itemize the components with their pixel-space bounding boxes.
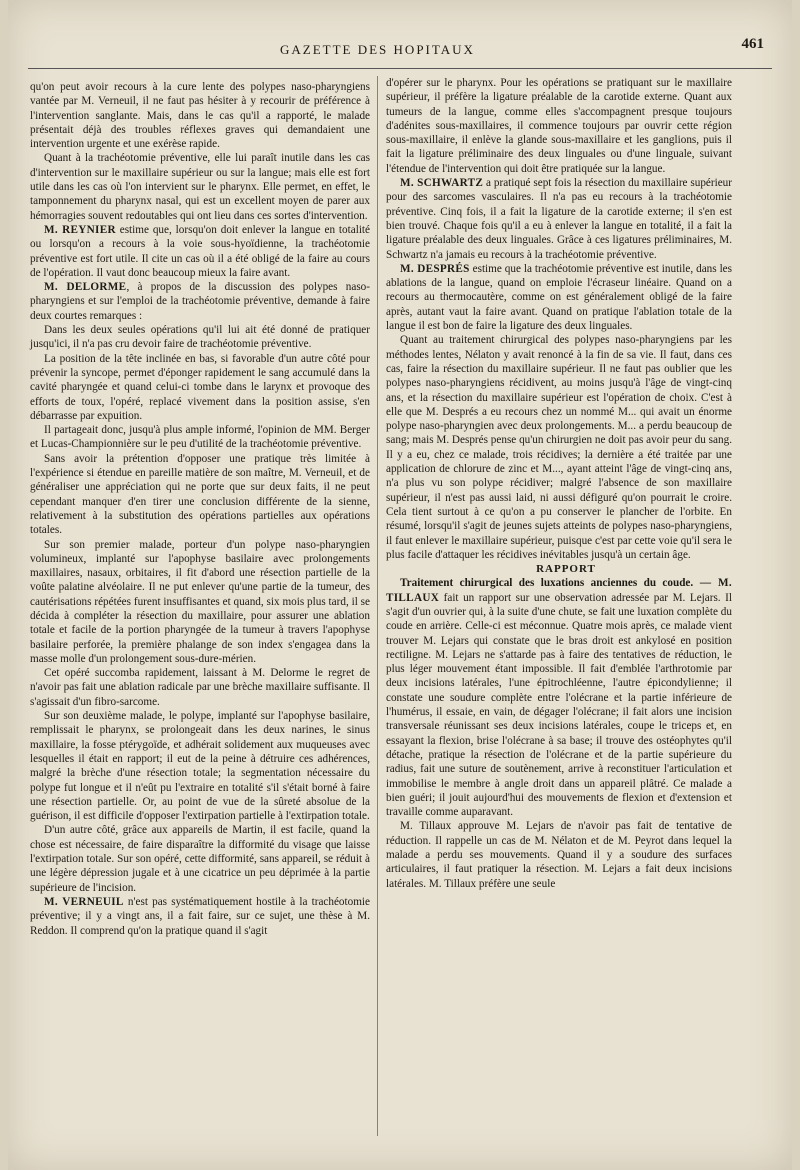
paragraph [30, 223, 370, 280]
paragraph [30, 452, 370, 538]
paragraph-text: Sur son premier malade, porteur d'un polype naso-pharyngien volumineux, implanté sur l'apophyse basilaire avec prolongements maxillaires, nasaux, orbitaires, il fit d'abord une résection partielle de la voûte palatine alvéolaire. Il ne put enlever qu'une partie de la tumeur, des cautérisations répétées furent insuffisantes et quand, six mois plus tard, il se décida à compléter la résection du maxillaire, pour assurer une ablation totale et facile de la portion pharyngée de la tumeur à travers l'apophyse basilaire perforée, la première phalange de son index s'engagea dans la masse molle d'un prolongement sous-dure-mérien. [30, 538, 370, 665]
paragraph [386, 76, 732, 176]
page-number: 461 [741, 36, 764, 52]
speaker-name: M. VERNEUIL [44, 895, 124, 908]
paragraph [386, 262, 732, 333]
paragraph [30, 666, 370, 709]
running-title: GAZETTE DES HOPITAUX [280, 42, 475, 57]
paragraph-text: Il partageait donc, jusqu'à plus ample informé, l'opinion de MM. Berger et Lucas-Championnière sur le peu d'utilité de la trachéotomie préventive. [30, 424, 370, 451]
paragraph [30, 823, 370, 894]
paragraph-text: Sans avoir la prétention d'opposer une pratique très limitée à l'expérience si étendue en pareille matière de son maître, M. Verneuil, et de généraliser une appréciation qui ne porte que sur deux faits, il ne peut cependant manquer d'en tirer une conclusion différente de la sienne, relativement à la substitution des opérations partielles aux opérations totales. [30, 452, 370, 537]
paragraph-text: d'opérer sur le pharynx. Pour les opérations se pratiquant sur le maxillaire supérieur, il préfère la ligature préalable de la carotide externe. Quant aux tumeurs de la langue, comme elles s'accompagnent presque toujours d'adénites sous-maxillaires, il commence toujours par ouvrir cette région sous-maxillaire, il enlève la glande sous-maxillaire et les ganglions, puis il fait la ligature préliminaire des deux linguales ou d'une linguale, suivant l'étendue de l'intervention qui doit être pratiquée sur la langue. [386, 77, 732, 175]
speaker-name: M. DESPRÉS [400, 262, 470, 275]
paragraph [386, 819, 732, 890]
left-column [30, 80, 370, 938]
paragraph [386, 576, 732, 819]
paragraph-text: estime que la trachéotomie préventive est inutile, dans les ablations de la langue, quand on emploie l'écraseur linéaire. Quand on a recours au thermocautère, comme on est généralement obligé de la faire après, autant vaut la faire avant. Quand on pratique l'ablation totale de la langue il est bon de faire la ligature des deux linguales. [386, 262, 732, 333]
paragraph-text: , à propos de la discussion des polypes naso-pharyngiens et sur l'emploi de la trachéotomie préventive, demande à faire deux courtes remarques : [30, 281, 370, 322]
speaker-name: — M. TILLAUX [386, 577, 733, 604]
paragraph-text: fait un rapport sur une observation adressée par M. Lejars. Il s'agit d'un ouvrier qui, à la suite d'une chute, se fait une luxation complète du coude en arrière. Celle-ci est méconnue. Quatre mois après, ce malade vient trouver M. Lejars qui constate que le bras droit est ankylosé en position rectiligne. M. Lejars ne s'attarde pas à faire des tentatives de réduction, le plus léger mouvement étant impossible. Il fait d'emblée l'arthrotomie par deux incisions latérales, l'une épitrochléenne, l'autre épicondylienne; il constate une soudure complète entre l'olécrane et la partie inférieure de l'humérus, il essaie, en vain, de dégager l'olécrane; il fait alors une incision transversale réunissant ses deux incisions latérales, coupe le triceps et, en essayant la flexion, brise l'olécrane à sa base; il trouve des ostéophytes qu'il détache, pratique la résection de l'olécrane et de la partie supérieure du radius, fait une suture de soutènement, arrive à reconstituer l'articulation et immobilise le membre à angle droit dans un appareil plâtré. Ce malade a bien guéri; il jouit aujourd'hui des mouvements de flexion et d'extension et travaille comme auparavant. [386, 591, 732, 819]
paragraph [30, 895, 370, 938]
paragraph [30, 709, 370, 823]
paragraph-text: Cet opéré succomba rapidement, laissant à M. Delorme le regret de n'avoir pas fait une ablation radicale par une brèche maxillaire suffisante. Il s'agissait d'un fibro-sarcome. [30, 667, 370, 708]
column-divider [377, 76, 378, 1136]
paragraph [386, 333, 732, 562]
speaker-name: M. DELORME [44, 281, 127, 294]
paragraph [30, 538, 370, 667]
report-section [386, 576, 732, 891]
paragraph-text: La position de la tête inclinée en bas, si favorable d'un autre côté pour prévenir la syncope, permet d'éponger rapidement le sang accumulé dans la cavité pharyngée et quand celui-ci tombe dans le larynx et provoque des efforts de toux, l'opéré, replacé vivement dans la position assise, s'en débarrasse par expuition. [30, 352, 370, 422]
page-header [8, 36, 792, 66]
paragraph-text: Quant à la trachéotomie préventive, elle lui paraît inutile dans les cas d'intervention sur le maxillaire supérieur ou sur la langue; mais elle est fort utile dans les cas où l'on intervient sur le pharynx. Elle permet, en effet, le tamponnement du pharynx nasal, qui est un excellent moyen de parer aux hémorragies souvent redoutables qui ont lieu dans ces sortes d'intervention. [30, 152, 370, 222]
paragraph-text: Quant au traitement chirurgical des polypes naso-pharyngiens par les méthodes lentes, Nélaton y avait renoncé à la fin de sa vie. Il faut, dans ces cas, faire la résection du maxillaire supérieur. Il ne faut pas oublier que les polypes naso-pharyngiens récidivent, au moins jusqu'à l'âge de vingt-cinq ans, et la résection du maxillaire supérieur est l'opération de choix. C'est à elle que M. Després a eu recours chez un nommé M... qui avait un énorme polype naso-pharyngien avec deux prolongements. M... a perdu beaucoup de sang; mais M. Després pense qu'un chirurgien ne doit pas avoir peur du sang. Il y a eu, chez ce malade, trois récidives; la dernière a été traitée par une application de chlorure de zinc et M..., ayant atteint l'âge de vingt-cinq ans, n'a plus vu son polype récidiver; malgré l'absence de son maxillaire supérieur, il n'est pas aussi laid, ni aussi défiguré qu'on pourrait le croire. Cela tient surtout à ce qu'on a pu conserver le plancher de l'orbite. En résumé, lorsqu'il s'agit de jeunes sujets atteints de polypes naso-pharyngiens, il faut enlever le maxillaire supérieur, puisque c'est par cette voie qu'il sera le plus facile d'attaquer les récidives inévitables jusqu'à un certain âge. [386, 334, 732, 561]
right-column [386, 76, 732, 891]
paragraph-text: Sur son deuxième malade, le polype, implanté sur l'apophyse basilaire, remplissait le pharynx, se prolongeait dans les deux narines, le sinus maxillaire, la fosse ptérygoïde, et adhérait solidement aux muqueuses avec lesquelles il était en rapport; il eut de la peine à détruire ces adhérences, malgré la brèche d'une résection totale; la segmentation nécessaire du polype fut longue et il n'eût pu l'extraire en totalité s'il s'était borné à faire une résection partielle. Or, au point de vue de la sûreté absolue de la guérison, il est difficile d'opposer l'extirpation partielle à l'extirpation totale. [30, 710, 370, 823]
right-column-paragraphs [386, 76, 732, 562]
paragraph [30, 352, 370, 423]
newspaper-page [8, 0, 792, 1170]
paragraph [30, 80, 370, 151]
paragraph [30, 151, 370, 222]
article-title: Traitement chirurgical des luxations anciennes du coude. [400, 577, 694, 590]
paragraph-text: Dans les deux seules opérations qu'il lui ait été donné de pratiquer jusqu'ici, il n'a pas cru devoir faire de trachéotomie préventive. [30, 324, 370, 351]
header-rule [28, 68, 772, 69]
paragraph [30, 423, 370, 452]
speaker-name: M. REYNIER [44, 223, 116, 236]
paragraph-text: qu'on peut avoir recours à la cure lente des polypes naso-pharyngiens vantée par M. Verneuil, il ne faut pas hésiter à y recourir de préférence à l'intervention sanglante. Mais, dans le cas qu'il a rapporté, le malade présentait déjà des troubles réflexes graves qui demandaient une intervention urgente et une exérèse rapide. [30, 81, 370, 151]
paragraph-text: M. Tillaux approuve M. Lejars de n'avoir pas fait de tentative de réduction. Il rappelle un cas de M. Nélaton et de M. Peyrot dans lequel la malade a perdu ses mouvements. Quand il y a soudure des surfaces articulaires, il faut pratiquer la résection. M. Lejars a fait deux incisions latérales. M. Tillaux préfère une seule [386, 820, 732, 890]
speaker-name: M. SCHWARTZ [400, 177, 484, 190]
paragraph-text: a pratiqué sept fois la résection du maxillaire supérieur pour des sarcomes vasculaires. Il n'a pas eu recours à la trachéotomie préventive. Cinq fois, il a fait la ligature de la carotide externe; il s'en est bien trouvé. Chaque fois qu'il a eu à enlever la langue en totalité, il a fait la ligature préalable des deux linguales. Grâce à ces ligatures préliminaires, M. Schwartz n'a jamais eu recours à la trachéotomie préventive. [386, 177, 733, 261]
section-heading: RAPPORT [536, 563, 596, 576]
paragraph [386, 176, 732, 262]
paragraph-text: D'un autre côté, grâce aux appareils de Martin, il est facile, quand la chose est nécessaire, de faire disparaître la difformité du visage que laisse l'extirpation totale. Sur son opéré, cette difformité, sans appareil, se réduit à une légère dépression jugale et à une cicatrice un peu déprimée à la partie supérieure de l'incision. [30, 824, 370, 894]
paragraph [30, 323, 370, 352]
paragraph [30, 280, 370, 323]
paragraph-text: n'est pas systématiquement hostile à la trachéotomie préventive; il y a vingt ans, il a fait faire, sur ce sujet, une thèse à M. Reddon. Il comprend qu'on la pratique quand il s'agit [30, 895, 371, 937]
paragraph-text: estime que, lorsqu'on doit enlever la langue en totalité ou lorsqu'on a recours à la voie sous-hyoïdienne, la trachéotomie préventive est fort utile. Il cite un cas où il a été obligé de la faire au cours de l'opération. Il vaut donc beaucoup mieux la faire avant. [30, 223, 370, 279]
